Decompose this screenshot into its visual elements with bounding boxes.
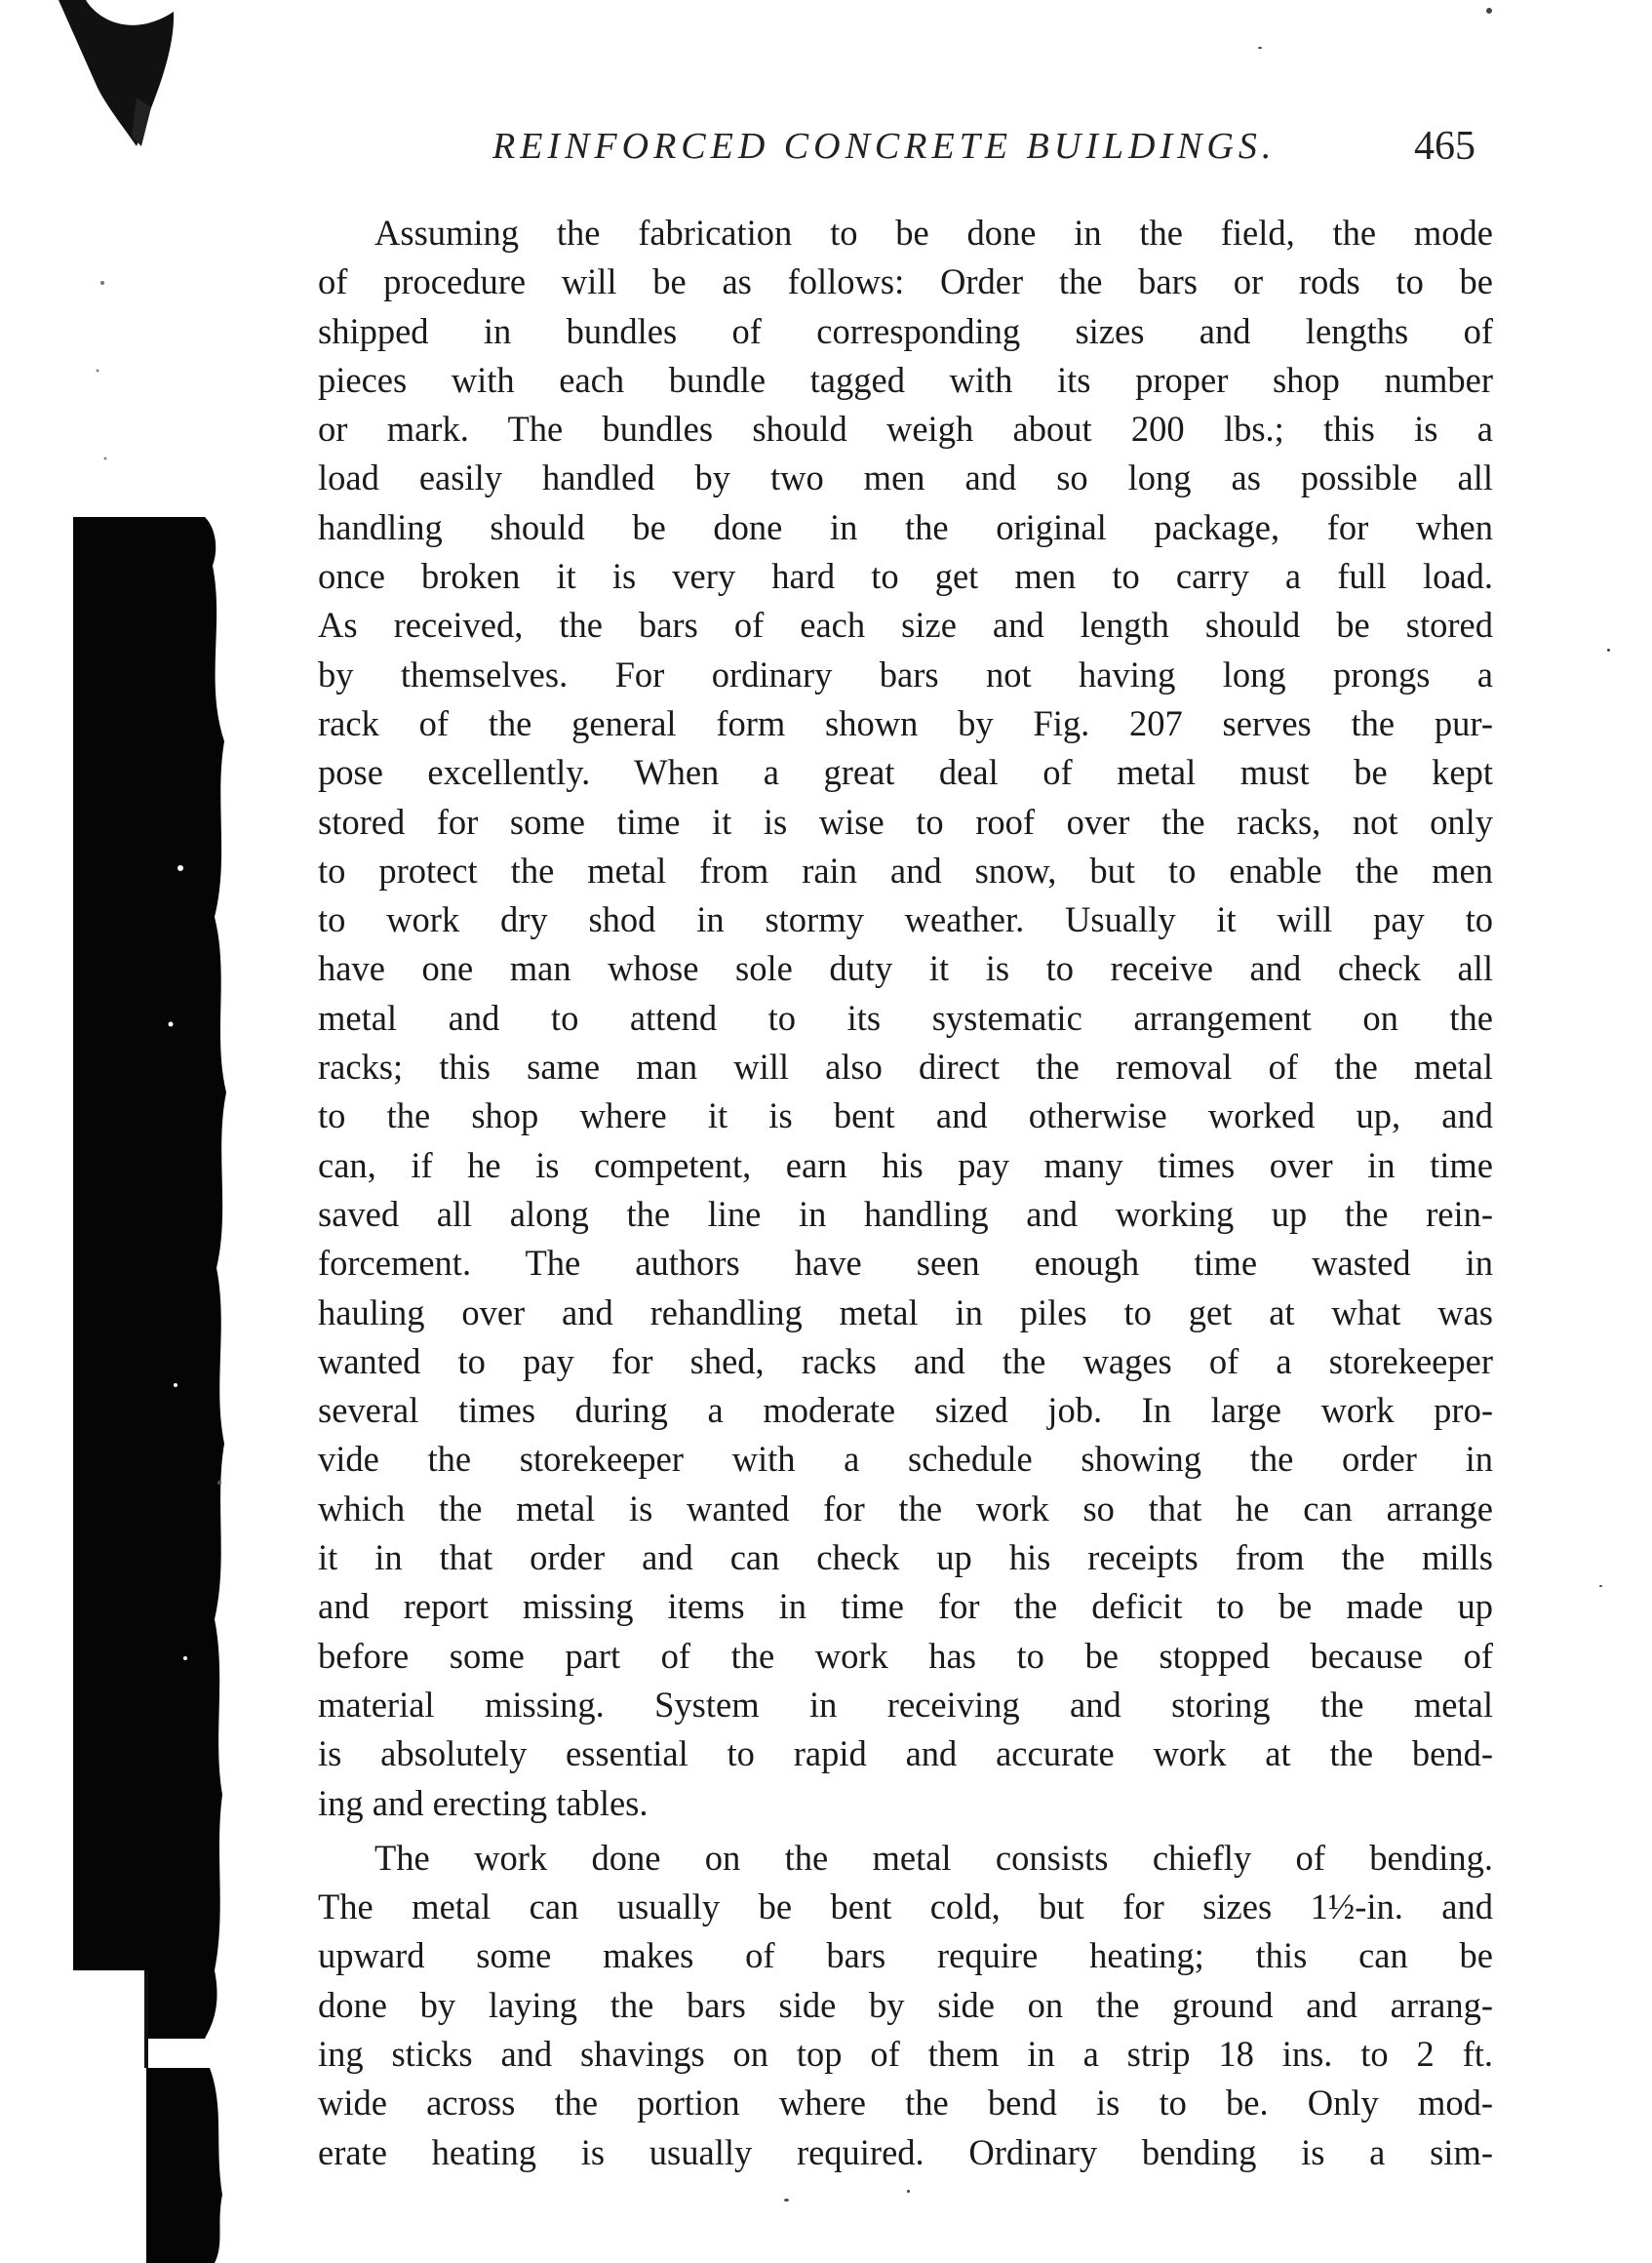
text-line: Assuming the fabrication to be done in the field, the mode: [374, 213, 1493, 253]
text-line: by themselves. For ordinary bars not having long prongs a: [318, 654, 1493, 695]
text-line: stored for some time it is wise to roof over the racks, not only: [318, 801, 1493, 842]
text-line: The work done on the metal consists chiefly of bending.: [374, 1837, 1493, 1878]
text-line: can, if he is competent, earn his pay many times over in time: [318, 1144, 1493, 1185]
body-text: [318, 209, 1493, 2177]
text-line: done by laying the bars side by side on the ground and arrang-: [318, 1984, 1493, 2025]
text-line: upward some makes of bars require heating; this can be: [318, 1935, 1493, 1976]
text-line: rack of the general form shown by Fig. 207 serves the pur-: [318, 702, 1493, 743]
text-line: to the shop where it is bent and otherwise worked up, and: [318, 1095, 1493, 1136]
text-line: to work dry shod in stormy weather. Usually it will pay to: [318, 899, 1493, 940]
scan-speck: [784, 2199, 789, 2202]
text-line: before some part of the work has to be stopped because of: [318, 1635, 1493, 1676]
text-line: load easily handled by two men and so long as possible all: [318, 457, 1493, 498]
text-line: handling should be done in the original package, for when: [318, 506, 1493, 547]
page-number: 465: [1414, 124, 1475, 169]
text-line: vide the storekeeper with a schedule showing the order in: [318, 1439, 1493, 1480]
text-line: shipped in bundles of corresponding sizes and lengths of: [318, 310, 1493, 351]
scan-speck: [1486, 8, 1492, 14]
text-line: or mark. The bundles should weigh about 200 lbs.; this is a: [318, 409, 1493, 450]
text-line: and report missing items in time for the deficit to be made up: [318, 1586, 1493, 1627]
scan-speck: [1258, 47, 1262, 49]
text-line: ing sticks and shavings on top of them in a strip 18 ins. to 2 ft.: [318, 2033, 1493, 2074]
scan-speck: [907, 2190, 910, 2193]
text-line: hauling over and rehandling metal in piles to get at what was: [318, 1291, 1493, 1332]
text-line: once broken it is very hard to get men to carry a full load.: [318, 556, 1493, 597]
text-line: wanted to pay for shed, racks and the wages of a storekeeper: [318, 1340, 1493, 1381]
text-line: forcement. The authors have seen enough time wasted in: [318, 1243, 1493, 1284]
scan-speck: [1599, 1585, 1602, 1587]
text-line: pieces with each bundle tagged with its proper shop number: [318, 359, 1493, 400]
text-line: several times during a moderate sized job. In large work pro-: [318, 1390, 1493, 1431]
text-line: wide across the portion where the bend is to be. Only mod-: [318, 2083, 1493, 2124]
text-line: to protect the metal from rain and snow, but to enable the men: [318, 850, 1493, 891]
running-title: REINFORCED CONCRETE BUILDINGS.: [492, 126, 1277, 167]
text-line: The metal can usually be bent cold, but for sizes 1½-in. and: [318, 1886, 1493, 1927]
text-line: have one man whose sole duty it is to receive and check all: [318, 948, 1493, 989]
text-line: As received, the bars of each size and length should be stored: [318, 605, 1493, 646]
paragraph: [318, 209, 1493, 1828]
page-header: [0, 117, 1652, 176]
text-line: which the metal is wanted for the work so that he can arrange: [318, 1488, 1493, 1529]
text-line: pose excellently. When a great deal of metal must be kept: [318, 752, 1493, 793]
binding-shadow: [59, 0, 244, 2263]
paragraph: [318, 1834, 1493, 2177]
text-line: material missing. System in receiving and storing the metal: [318, 1684, 1493, 1725]
text-line: saved all along the line in handling and working up the rein-: [318, 1193, 1493, 1234]
text-line: ing and erecting tables.: [318, 1782, 649, 1823]
text-line: racks; this same man will also direct the removal of the metal: [318, 1047, 1493, 1088]
text-line: erate heating is usually required. Ordinary bending is a sim-: [318, 2131, 1493, 2172]
text-line: is absolutely essential to rapid and accurate work at the bend-: [318, 1733, 1493, 1774]
scan-speck: [1607, 649, 1610, 652]
text-line: of procedure will be as follows: Order the bars or rods to be: [318, 261, 1493, 302]
text-line: metal and to attend to its systematic arrangement on the: [318, 997, 1493, 1038]
text-line: it in that order and can check up his receipts from the mills: [318, 1537, 1493, 1578]
